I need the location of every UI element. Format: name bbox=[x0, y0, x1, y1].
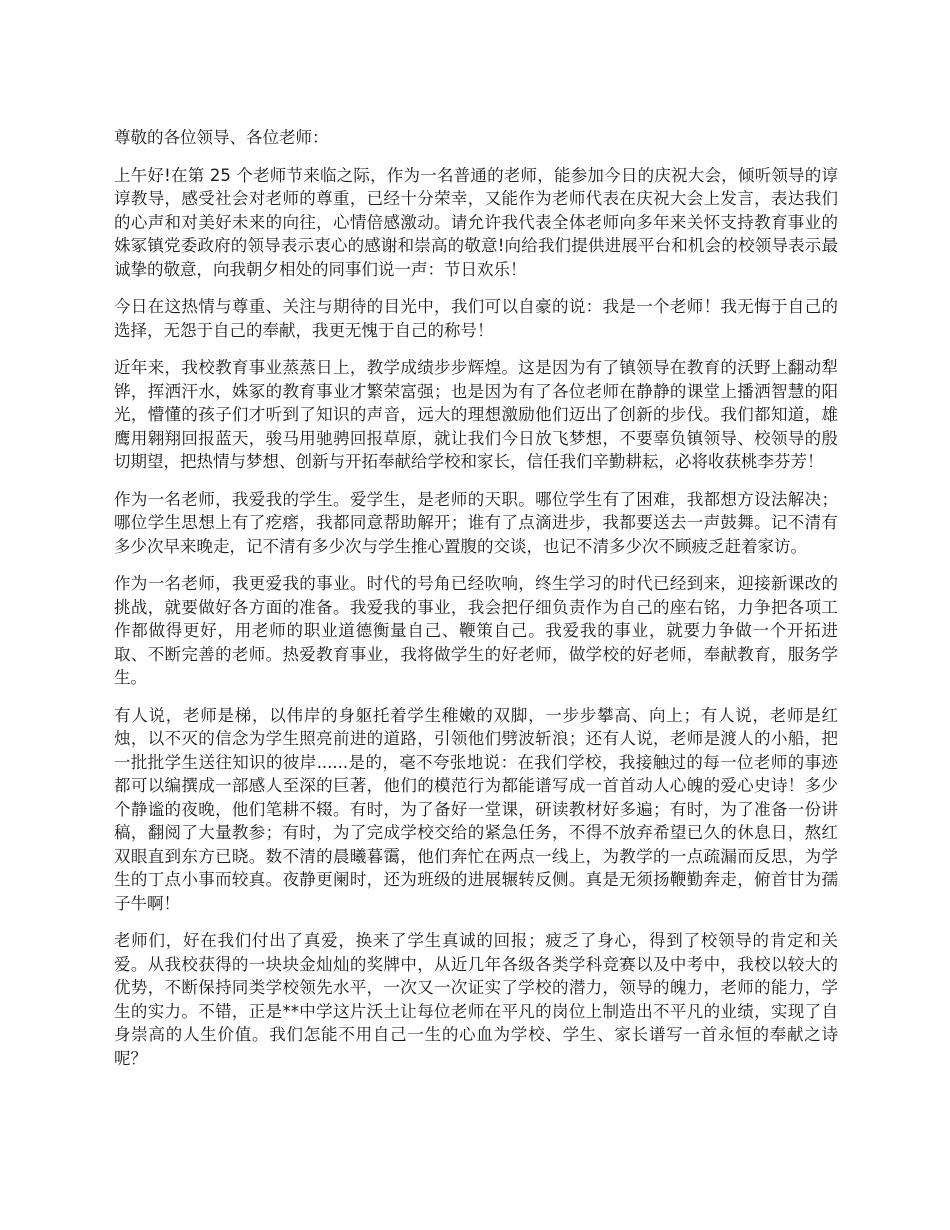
paragraph-achievements: 近年来，我校教育事业蒸蒸日上，教学成绩步步辉煌。这是因为有了镇领导在教育的沃野上翻动犁铧，挥洒汗水，姝冢的教育事业才繁荣富强；也是因为有了各位老师在静静的课堂上播洒智慧的阳光，懵懂的孩子们才听到了知识的声音，远大的理想激励他们迈出了创新的步伐。我们都知道，雄鹰用翱翔回报蓝天，骏马用驰骋回报草原，就让我们今日放飞梦想，不要辜负镇领导、校领导的殷切期望，把热情与梦想、创新与开拓奉献给学校和家长，信任我们辛勤耕耘，必将收获桃李芬芳！ bbox=[114, 358, 838, 471]
paragraph-teacher-metaphors: 有人说，老师是梯，以伟岸的身躯托着学生稚嫩的双脚，一步步攀高、向上；有人说，老师是红烛，以不灭的信念为学生照亮前进的道路，引领他们劈波斩浪；还有人说，老师是渡人的小船，把一批批学生送往知识的彼岸......是的，毫不夸张地说：在我们学校，我接触过的每一位老师的事迹都可以编撰成一部感人至深的巨著，他们的模范行为都能谱写成一首首动人心魄的爱心史诗！多少个静谧的夜晚，他们笔耕不辍。有时，为了备好一堂课，研读教材好多遍；有时，为了准备一份讲稿，翻阅了大量教参；有时，为了完成学校交给的紧急任务，不得不放弃希望已久的休息日，熬红双眼直到东方已晓。数不清的晨曦暮霭，他们奔忙在两点一线上，为教学的一点疏漏而反思，为学生的丁点小事而较真。夜静更阑时，还为班级的进展辗转反侧。真是无须扬鞭勤奔走，俯首甘为孺子牛啊！ bbox=[114, 705, 838, 913]
paragraph-pride: 今日在这热情与尊重、关注与期待的目光中，我们可以自豪的说：我是一个老师！我无悔于自己的选择，无怨于自己的奉献，我更无愧于自己的称号！ bbox=[114, 297, 838, 340]
document-page bbox=[114, 126, 838, 1084]
paragraph-greeting: 上午好!在第 25 个老师节来临之际，作为一名普通的老师，能参加今日的庆祝大会，倾听领导的谆谆教导，感受社会对老师的尊重，已经十分荣幸，又能作为老师代表在庆祝大会上发言，表达我们的心声和对美好未来的向往，心情倍感激动。请允许我代表全体老师向多年来关怀支持教育事业的姝冢镇党委政府的领导表示衷心的感谢和崇高的敬意!向给我们提供进展平台和机会的校领导表示最诚挚的敬意，向我朝夕相处的同事们说一声：节日欢乐！ bbox=[114, 165, 838, 279]
salutation: 尊敬的各位领导、各位老师： bbox=[114, 128, 329, 147]
paragraph-love-students: 作为一名老师，我爱我的学生。爱学生，是老师的天职。哪位学生有了困难，我都想方设法解决；哪位学生思想上有了疙瘩，我都同意帮助解开；谁有了点滴进步，我都要送去一声鼓舞。记不清有多少次早来晚走，记不清有多少次与学生推心置腹的交谈，也记不清多少次不顾疲乏赶着家访。 bbox=[114, 489, 838, 556]
paragraph-closing: 老师们，好在我们付出了真爱，换来了学生真诚的回报；疲乏了身心，得到了校领导的肯定和关爱。从我校获得的一块块金灿灿的奖牌中，从近几年各级各类学科竞赛以及中考中，我校以较大的优势，不断保持同类学校领先水平，一次又一次证实了学校的潜力，领导的魄力，老师的能力，学生的实力。不错，正是**中学这片沃土让每位老师在平凡的岗位上制造出不平凡的业绩，实现了自身崇高的人生价值。我们怎能不用自己一生的心血为学校、学生、家长谱写一首永恒的奉献之诗呢？ bbox=[114, 931, 838, 1068]
paragraph-love-career: 作为一名老师，我更爱我的事业。时代的号角已经吹响，终生学习的时代已经到来，迎接新课改的挑战，就要做好各方面的准备。我爱我的事业，我会把仔细负责作为自己的座右铭，力争把各项工作都做得更好，用老师的职业道德衡量自己、鞭策自己。我爱我的事业，就要力争做一个开拓进取、不断完善的老师。热爱教育事业，我将做学生的好老师，做学校的好老师，奉献教育，服务学生。 bbox=[114, 574, 838, 687]
